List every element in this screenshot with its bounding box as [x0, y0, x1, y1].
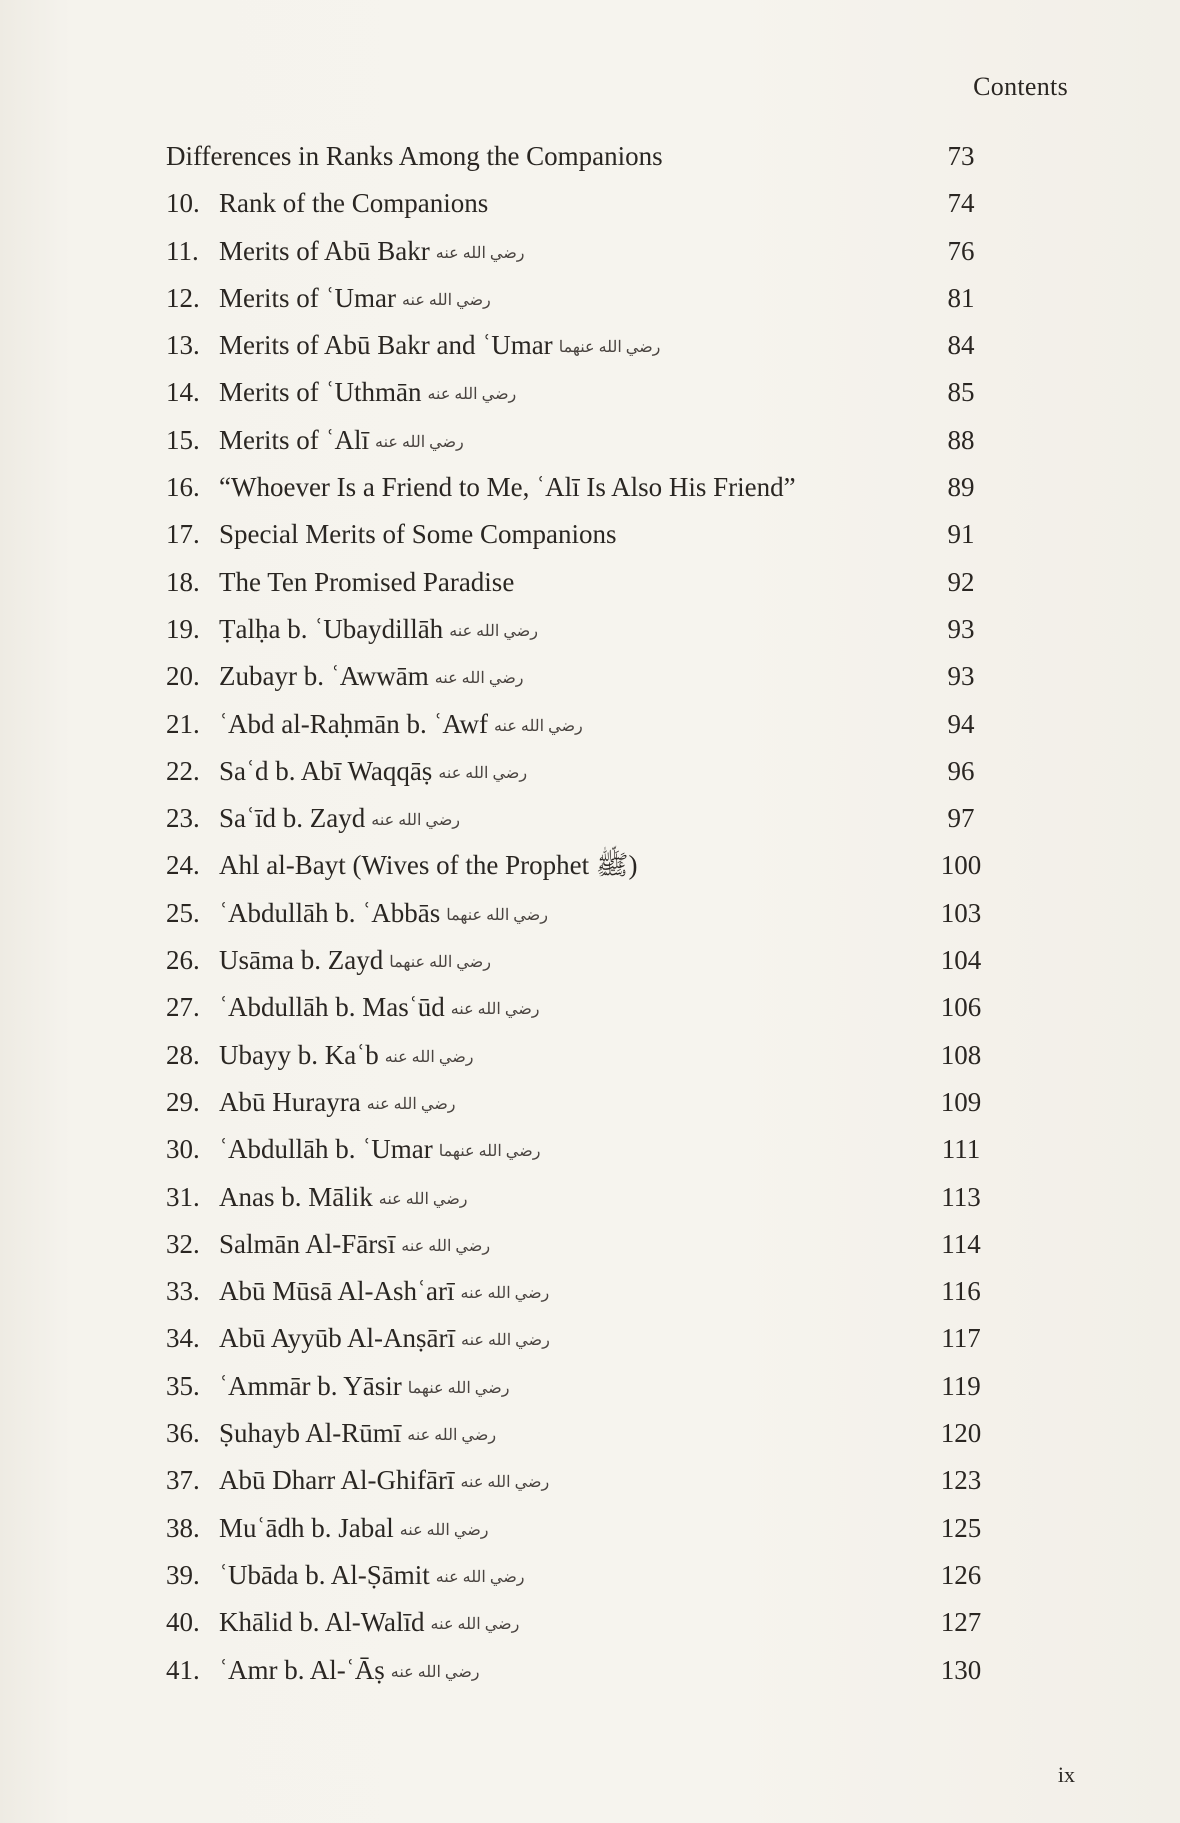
toc-entry-title-text: Merits of Abū Bakr: [219, 235, 430, 266]
honorific-glyph-icon: رضي الله عنه: [449, 622, 538, 640]
toc-entry-page: 127: [940, 1607, 982, 1638]
toc-entry-number: 29.: [166, 1086, 200, 1117]
toc-entry-title: [219, 1552, 525, 1601]
toc-entry-title-text: Saʿd b. Abī Waqqāṣ: [219, 755, 433, 786]
toc-entry-title-text: Merits of ʿUthmān: [219, 377, 422, 408]
toc-entry-title: [219, 1126, 540, 1175]
toc-entry-page: 120: [940, 1418, 982, 1449]
toc-entry-number: 25.: [166, 897, 200, 928]
toc-entry-title-text: ʿAmr b. Al-ʿĀṣ: [219, 1654, 385, 1685]
toc-entry-number: 26.: [166, 945, 200, 976]
toc-entry-title-text: ʿAbdullāh b. ʿAbbās: [219, 897, 441, 928]
toc-entry-number: 32.: [166, 1228, 200, 1259]
toc-entry-page: 117: [941, 1323, 981, 1354]
toc-entry-title-text: Saʿīd b. Zayd: [219, 803, 366, 834]
toc-entry: [166, 606, 1026, 653]
toc-entry-number: 30.: [166, 1134, 200, 1165]
toc-entry-number: 24.: [166, 850, 200, 881]
toc-entry-number: 18.: [166, 566, 200, 597]
toc-entry-title-text: ʿAbdullāh b. ʿUmar: [219, 1134, 433, 1165]
toc-entry-title: [219, 1174, 468, 1223]
toc-entry-page: 97: [947, 803, 975, 834]
toc-entry-page: 125: [940, 1512, 982, 1543]
toc-entry-title-text: Differences in Ranks Among the Companions: [166, 141, 663, 171]
toc-entry-page: 114: [941, 1228, 981, 1259]
toc-entry-number: 20.: [166, 661, 200, 692]
honorific-glyph-icon: رضي الله عنه: [374, 433, 464, 451]
toc-entry: [166, 1363, 1026, 1410]
toc-entry-title: [219, 1410, 496, 1459]
toc-entry: [166, 748, 1026, 795]
honorific-glyph-icon: رضي الله عنهما: [558, 339, 661, 357]
toc-entry: [166, 937, 1026, 984]
toc-entry-page: 74: [947, 188, 975, 219]
toc-entry-number: 16.: [166, 472, 200, 503]
toc-entry-number: 10.: [166, 188, 200, 219]
toc-entry-page: 94: [947, 708, 975, 739]
toc-entry-number: 27.: [166, 992, 200, 1023]
toc-entry-page: 103: [940, 897, 982, 928]
toc-entry-title-text: Merits of ʿAlī: [219, 424, 369, 455]
toc-entry-number: 15.: [166, 424, 200, 455]
toc-entry-title: [219, 464, 796, 511]
toc-entry-title: [219, 1079, 456, 1128]
toc-entry-title: [219, 1268, 549, 1317]
toc-entry-title-text: Ahl al-Bayt (Wives of the Prophet ﷺ): [219, 850, 638, 881]
toc-entry-title: [219, 1457, 549, 1506]
toc-entry-title-text: ʿUbāda b. Al-Ṣāmit: [219, 1559, 430, 1590]
toc-entry: [166, 1221, 1026, 1268]
honorific-glyph-icon: رضي الله عنهما: [438, 1143, 541, 1161]
toc-entry-page: 93: [947, 661, 975, 692]
toc-entry-number: 14.: [166, 377, 200, 408]
toc-entry-title-text: Ubayy b. Kaʿb: [219, 1039, 379, 1070]
toc-entry-title: [219, 842, 637, 889]
toc-entry-page: 123: [940, 1465, 982, 1496]
toc-entry: [166, 180, 1026, 227]
honorific-glyph-icon: رضي الله عنه: [384, 1048, 474, 1066]
toc-entry: [166, 369, 1026, 416]
toc-entry-title: [219, 417, 464, 466]
toc-entry-page: 111: [941, 1134, 981, 1165]
toc-entry-title: [219, 748, 527, 797]
toc-entry: [166, 1268, 1026, 1315]
toc-entry-number: 22.: [166, 755, 200, 786]
toc-entry-number: 17.: [166, 519, 200, 550]
toc-entry-page: 109: [940, 1086, 982, 1117]
toc-entry-page: 116: [941, 1276, 981, 1307]
honorific-glyph-icon: رضي الله عنه: [438, 764, 528, 782]
toc-entry-page: 130: [940, 1654, 982, 1685]
toc-entry-title: [219, 937, 491, 986]
running-head: Contents: [973, 72, 1068, 101]
toc-section-heading: [166, 133, 1026, 180]
toc-entry-title: [219, 1505, 489, 1554]
honorific-glyph-icon: رضي الله عنه: [461, 1332, 550, 1350]
toc-entry-title: [219, 1032, 474, 1081]
toc-entry-number: 23.: [166, 803, 200, 834]
toc-entry: [166, 1174, 1026, 1221]
toc-entry-title: [219, 653, 524, 702]
toc-entry-title: [219, 322, 660, 371]
toc-entry: [166, 228, 1026, 275]
toc-entry-page: 96: [947, 755, 975, 786]
honorific-glyph-icon: رضي الله عنهما: [407, 1379, 510, 1397]
honorific-glyph-icon: رضي الله عنه: [460, 1285, 550, 1303]
toc-entry: [166, 322, 1026, 369]
honorific-glyph-icon: رضي الله عنه: [378, 1190, 468, 1208]
toc-entry-title: [219, 1599, 519, 1648]
toc-entry-page: 76: [947, 235, 975, 266]
toc-entry-title-text: Abū Mūsā Al-Ashʿarī: [219, 1276, 455, 1307]
toc-entry-title-text: ʿAbd al-Raḥmān b. ʿAwf: [219, 708, 488, 739]
toc-entry-title: [166, 133, 663, 180]
honorific-glyph-icon: رضي الله عنه: [399, 1521, 489, 1539]
honorific-glyph-icon: رضي الله عنه: [401, 1237, 491, 1255]
toc-entry-title-text: The Ten Promised Paradise: [219, 566, 515, 597]
toc-entry: [166, 984, 1026, 1031]
toc-entry: [166, 1032, 1026, 1079]
toc-entry: [166, 1505, 1026, 1552]
toc-entry-title: [219, 890, 548, 939]
toc-entry: [166, 559, 1026, 606]
toc-entry-number: 34.: [166, 1323, 200, 1354]
toc-entry: [166, 1457, 1026, 1504]
honorific-glyph-icon: رضي الله عنه: [435, 1568, 525, 1586]
toc-entry-title: [219, 984, 540, 1033]
toc-entry-title-text: Khālid b. Al-Walīd: [219, 1607, 425, 1638]
toc-entry-title: [219, 795, 460, 844]
toc-entry-page: 73: [947, 141, 975, 171]
toc-entry-title: [219, 1221, 490, 1270]
toc-entry-page: 91: [947, 519, 975, 550]
toc-entry-page: 89: [947, 472, 975, 503]
toc-entry-title-text: Salmān Al-Fārsī: [219, 1228, 396, 1259]
toc-entry: [166, 1315, 1026, 1362]
toc-entry-number: 35.: [166, 1370, 200, 1401]
toc-entry-title-text: ʿAbdullāh b. Masʿūd: [219, 992, 445, 1023]
toc-entry-page: 100: [940, 850, 982, 881]
toc-entry: [166, 275, 1026, 322]
honorific-glyph-icon: رضي الله عنه: [493, 717, 583, 735]
toc-entry-number: 31.: [166, 1181, 200, 1212]
toc-entry-page: 81: [947, 282, 975, 313]
toc-entry-title-text: Rank of the Companions: [219, 188, 489, 219]
toc-entry: [166, 701, 1026, 748]
honorific-glyph-icon: رضي الله عنه: [407, 1427, 497, 1445]
toc-entry-number: 28.: [166, 1039, 200, 1070]
toc-entry: [166, 511, 1026, 558]
toc-entry: [166, 1410, 1026, 1457]
toc-entry: [166, 653, 1026, 700]
toc-entry-title-text: Muʿādh b. Jabal: [219, 1512, 394, 1543]
honorific-glyph-icon: رضي الله عنهما: [446, 906, 548, 924]
honorific-glyph-icon: رضي الله عنه: [371, 812, 461, 830]
toc-entry-page: 85: [947, 377, 975, 408]
toc-entry-page: 126: [940, 1559, 982, 1590]
toc-entry-number: 12.: [166, 282, 200, 313]
toc-entry-title: [219, 1315, 550, 1364]
toc-entry-title: [219, 228, 525, 277]
toc-entry-title-text: “Whoever Is a Friend to Me, ʿAlī Is Also His Friend”: [219, 472, 796, 503]
honorific-glyph-icon: رضي الله عنهما: [389, 954, 491, 972]
honorific-glyph-icon: رضي الله عنه: [427, 386, 517, 404]
honorific-glyph-icon: رضي الله عنه: [460, 1474, 550, 1492]
toc-entry-number: 33.: [166, 1276, 200, 1307]
toc-entry-number: 13.: [166, 330, 200, 361]
toc-entry: [166, 1647, 1026, 1694]
toc-entry-number: 36.: [166, 1418, 200, 1449]
toc-entry: [166, 890, 1026, 937]
honorific-glyph-icon: رضي الله عنه: [401, 291, 491, 309]
toc-entry-title-text: Ṣuhayb Al-Rūmī: [219, 1418, 402, 1449]
toc-entry-page: 119: [941, 1370, 981, 1401]
honorific-glyph-icon: رضي الله عنه: [366, 1095, 456, 1113]
toc-entry-title-text: ʿAmmār b. Yāsir: [219, 1370, 402, 1401]
toc-entry: [166, 1599, 1026, 1646]
honorific-glyph-icon: رضي الله عنه: [435, 244, 525, 262]
table-of-contents: [166, 133, 1026, 1694]
toc-entry-title: [219, 701, 583, 750]
toc-entry-number: 38.: [166, 1512, 200, 1543]
toc-entry: [166, 1126, 1026, 1173]
toc-entry-number: 21.: [166, 708, 200, 739]
toc-entry-title: [219, 1363, 509, 1412]
toc-entry-number: 11.: [166, 235, 199, 266]
toc-entry-title-text: Abū Dharr Al-Ghifārī: [219, 1465, 455, 1496]
toc-entry: [166, 795, 1026, 842]
toc-entry-number: 39.: [166, 1559, 200, 1590]
honorific-glyph-icon: رضي الله عنه: [430, 1616, 520, 1634]
toc-entry-page: 84: [947, 330, 975, 361]
toc-entry-title-text: Usāma b. Zayd: [219, 945, 384, 976]
page-number: ix: [1057, 1762, 1075, 1787]
toc-entry-title: [219, 559, 514, 606]
toc-entry-title-text: Anas b. Mālik: [219, 1181, 373, 1212]
toc-entry-title: [219, 275, 491, 324]
toc-entry-title: [219, 369, 516, 418]
toc-entry: [166, 1079, 1026, 1126]
honorific-glyph-icon: رضي الله عنه: [390, 1663, 480, 1681]
toc-entry-title-text: Abū Ayyūb Al-Anṣārī: [219, 1323, 456, 1354]
toc-entry-title-text: Zubayr b. ʿAwwām: [219, 661, 429, 692]
toc-entry: [166, 417, 1026, 464]
toc-entry: [166, 464, 1026, 511]
toc-entry-number: 37.: [166, 1465, 200, 1496]
toc-entry-page: 104: [940, 945, 982, 976]
toc-entry-page: 106: [940, 992, 982, 1023]
toc-entry-title-text: Abū Hurayra: [219, 1086, 361, 1117]
toc-entry: [166, 842, 1026, 889]
toc-entry-title: [219, 1647, 480, 1696]
toc-entry-page: 108: [940, 1039, 982, 1070]
toc-entry-number: 19.: [166, 613, 200, 644]
toc-entry-page: 88: [947, 424, 975, 455]
toc-entry-title-text: Ṭalḥa b. ʿUbaydillāh: [219, 613, 444, 644]
toc-entry-title-text: Special Merits of Some Companions: [219, 519, 617, 550]
toc-entry-title-text: Merits of Abū Bakr and ʿUmar: [219, 330, 553, 361]
toc-entry-page: 93: [947, 613, 975, 644]
honorific-glyph-icon: رضي الله عنه: [434, 670, 524, 688]
toc-entry-title: [219, 511, 616, 558]
toc-entry-title: [219, 180, 488, 227]
honorific-glyph-icon: رضي الله عنه: [450, 1001, 540, 1019]
toc-entry-number: 40.: [166, 1607, 200, 1638]
toc-entry-number: 41.: [166, 1654, 200, 1685]
toc-entry: [166, 1552, 1026, 1599]
toc-entry-title: [219, 606, 538, 655]
toc-entry-title-text: Merits of ʿUmar: [219, 282, 396, 313]
toc-entry-page: 92: [947, 566, 975, 597]
toc-entry-page: 113: [941, 1181, 981, 1212]
